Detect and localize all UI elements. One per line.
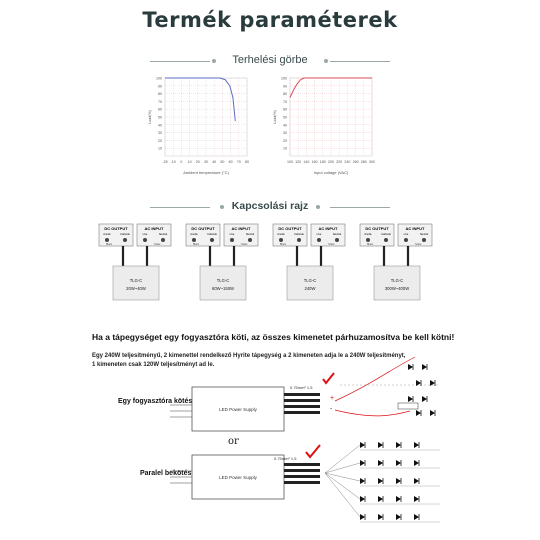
live-label: Live: [316, 233, 322, 236]
x-tick-label: 280: [360, 160, 367, 164]
module-name: TLG-C: [129, 278, 143, 283]
led-icon: [396, 514, 401, 520]
y-tick-label: 30: [158, 131, 162, 136]
dc-lead: [284, 475, 320, 478]
led-icon: [408, 364, 413, 370]
terminal-screw: [210, 238, 214, 242]
anode-label: Anode: [103, 233, 111, 236]
led-icon: [416, 410, 421, 416]
dc-output-label: DC OUTPUT: [365, 226, 389, 231]
terminal-screw: [230, 238, 234, 242]
y-tick-label: 80: [283, 92, 287, 97]
x-tick-label: 70: [236, 160, 241, 164]
x-tick-label: 120: [295, 160, 302, 164]
parallel-heading: Ha a tápegységet egy fogyasztóra köti, az összes kimenetet párhuzamosítva be kell kötni!: [92, 332, 455, 342]
wire-color-label: Black: [280, 243, 286, 246]
wire-color-label: Yellow: [414, 243, 422, 246]
led-icon: [396, 442, 401, 448]
wiring-module: [99, 224, 171, 300]
parallel-note-2: 1 kimeneten csak 120W teljesítményt ad le.: [92, 362, 215, 368]
y-tick-label: 20: [158, 138, 162, 143]
divider-dot: [316, 205, 320, 209]
upper-led-string: [398, 364, 435, 416]
x-tick-label: 260: [352, 160, 359, 164]
label-single-load: Egy fogyasztóra kötés: [118, 398, 193, 405]
dc-output-label: DC OUTPUT: [104, 226, 128, 231]
string-wire: [325, 445, 360, 473]
anode-label: Anode: [277, 233, 285, 236]
dc-lead: [284, 405, 320, 408]
led-icon: [414, 514, 419, 520]
cathode-label: Cathode: [381, 233, 391, 236]
or-text: or: [228, 436, 239, 447]
led-icon: [360, 514, 365, 520]
dc-lead: [284, 393, 320, 396]
led-icon: [414, 460, 419, 466]
connector-block: [398, 403, 418, 409]
terminal-screw: [123, 238, 127, 242]
y-tick-label: 80: [158, 92, 162, 97]
x-tick-label: 20: [195, 160, 200, 164]
dc-output-label: DC OUTPUT: [278, 226, 302, 231]
y-tick-label: 100: [281, 76, 287, 81]
x-tick-label: 60: [228, 160, 233, 164]
neutral-label: Neutral: [332, 233, 342, 236]
divider: [330, 207, 390, 208]
led-icon: [430, 410, 435, 416]
y-tick-label: 60: [158, 107, 162, 112]
divider-dot: [324, 59, 328, 63]
x-tick-label: 140: [303, 160, 310, 164]
cathode-label: Cathode: [294, 233, 304, 236]
plus-sign: +: [330, 395, 335, 402]
x-tick-label: 10: [187, 160, 192, 164]
module-name: TLG-C: [216, 278, 230, 283]
wiring-module: [186, 224, 258, 300]
divider: [150, 207, 210, 208]
led-icon: [422, 396, 427, 402]
y-axis-label: Load(%): [148, 110, 152, 124]
ac-input-label: AC INPUT: [318, 226, 338, 231]
derating-heading: Terhelési görbe: [232, 54, 308, 66]
y-axis-label: Load(%): [273, 110, 277, 124]
dc-lead: [284, 411, 320, 414]
terminal-screw: [192, 238, 196, 242]
derating-charts: [140, 70, 410, 185]
chart-input-voltage: [273, 77, 375, 176]
wire-color-label: Black: [106, 243, 112, 246]
wiring-diagrams: [95, 220, 445, 320]
led-icon: [396, 478, 401, 484]
neutral-label: Neutral: [158, 233, 168, 236]
dc-lead: [284, 463, 320, 466]
wire-color-label: Yellow: [327, 243, 335, 246]
x-tick-label: 50: [220, 160, 225, 164]
x-tick-label: 0: [180, 160, 183, 164]
x-axis-label: Ambient temperature (°C): [183, 170, 229, 175]
led-icon: [408, 396, 413, 402]
y-tick-label: 50: [283, 115, 287, 120]
led-icon: [360, 496, 365, 502]
anode-label: Anode: [190, 233, 198, 236]
x-tick-label: -25: [162, 160, 168, 164]
led-icon: [422, 364, 427, 370]
terminal-screw: [161, 238, 165, 242]
check-icon: [306, 445, 320, 457]
wire-tag: 0.75mm² 1.5: [290, 385, 313, 390]
ac-input-label: AC INPUT: [231, 226, 251, 231]
parallel-diagrams: [140, 345, 450, 535]
check-icon: [323, 373, 334, 383]
module-range: 60W~150W: [212, 286, 234, 291]
wiring-heading: Kapcsolási rajz: [231, 200, 309, 212]
led-icon: [396, 496, 401, 502]
x-tick-label: 180: [319, 160, 326, 164]
led-icon: [378, 514, 383, 520]
label-parallel: Paralel bekötés: [140, 470, 192, 477]
dc-lead: [284, 399, 320, 402]
led-icon: [396, 460, 401, 466]
positive-wire: [335, 357, 415, 401]
led-icon: [360, 460, 365, 466]
driver-box: [287, 266, 333, 300]
driver-box: [200, 266, 246, 300]
wiring-heading-row: [0, 200, 540, 212]
terminal-screw: [404, 238, 408, 242]
y-tick-label: 40: [158, 123, 162, 128]
live-label: Live: [229, 233, 235, 236]
terminal-screw: [105, 238, 109, 242]
divider-dot: [220, 205, 224, 209]
x-tick-label: 80: [245, 160, 249, 164]
cathode-label: Cathode: [120, 233, 130, 236]
wiring-module: [360, 224, 432, 300]
ac-input-label: AC INPUT: [405, 226, 425, 231]
led-icon: [360, 478, 365, 484]
x-tick-label: 220: [336, 160, 343, 164]
x-tick-label: 100: [287, 160, 293, 164]
module-range: 20W~40W: [126, 286, 146, 291]
parallel-note-1: Egy 240W teljesítményű, 2 kimenettel rendelkező Hyrite tápegység a 2 kimeneten adja le a 240W teljesítményt,: [92, 353, 406, 359]
module-range: 240W: [304, 286, 316, 291]
y-tick-label: 100: [156, 76, 162, 81]
derating-heading-row: [0, 54, 540, 66]
wire-color-label: Yellow: [153, 243, 161, 246]
wiring-module: [273, 224, 345, 300]
terminal-screw: [297, 238, 301, 242]
terminal-screw: [384, 238, 388, 242]
y-tick-label: 70: [283, 99, 287, 104]
y-tick-label: 30: [283, 131, 287, 136]
divider: [330, 61, 390, 62]
x-tick-label: -10: [170, 160, 176, 164]
led-icon: [414, 478, 419, 484]
y-tick-label: 90: [158, 84, 162, 89]
module-name: TLG-C: [390, 278, 404, 283]
divider: [150, 61, 210, 62]
wire-color-label: Black: [193, 243, 199, 246]
y-tick-label: 60: [283, 107, 287, 112]
anode-label: Anode: [364, 233, 372, 236]
terminal-screw: [279, 238, 283, 242]
terminal-screw: [422, 238, 426, 242]
terminal-screw: [143, 238, 147, 242]
psu-label-parallel: LED Power Supply: [219, 475, 257, 480]
neutral-label: Neutral: [419, 233, 429, 236]
y-tick-label: 20: [283, 138, 287, 143]
negative-wire: [335, 410, 410, 416]
chart-temperature: [148, 77, 249, 176]
led-icon: [378, 496, 383, 502]
divider-dot: [212, 59, 216, 63]
module-range: 300W~400W: [384, 286, 410, 291]
terminal-screw: [366, 238, 370, 242]
ac-input-label: AC INPUT: [144, 226, 164, 231]
led-icon: [378, 478, 383, 484]
terminal-screw: [335, 238, 339, 242]
driver-box: [113, 266, 159, 300]
led-icon: [378, 442, 383, 448]
neutral-label: Neutral: [245, 233, 255, 236]
x-tick-label: 160: [311, 160, 318, 164]
led-icon: [414, 442, 419, 448]
x-tick-label: 200: [328, 160, 334, 164]
live-label: Live: [403, 233, 409, 236]
wire-tag: 0.75mm² 1.5: [274, 456, 297, 461]
terminal-screw: [248, 238, 252, 242]
string-wire: [325, 463, 360, 473]
terminal-screw: [317, 238, 321, 242]
y-tick-label: 70: [158, 99, 162, 104]
x-tick-label: 40: [212, 160, 217, 164]
x-axis-label: Input voltage (VAC): [313, 170, 349, 175]
x-tick-label: 30: [204, 160, 208, 164]
wire-color-label: Yellow: [240, 243, 248, 246]
y-tick-label: 40: [283, 123, 287, 128]
live-label: Live: [142, 233, 148, 236]
page-title: Termék paraméterek: [142, 8, 398, 32]
y-tick-label: 90: [283, 84, 287, 89]
module-name: TLG-C: [303, 278, 317, 283]
led-icon: [378, 460, 383, 466]
dc-output-label: DC OUTPUT: [191, 226, 215, 231]
y-tick-label: 10: [158, 146, 162, 151]
cathode-label: Cathode: [207, 233, 217, 236]
psu-label-single: LED Power Supply: [219, 407, 257, 412]
dc-lead: [284, 481, 320, 484]
x-tick-label: 240: [344, 160, 351, 164]
x-tick-label: 300: [369, 160, 375, 164]
led-icon: [360, 442, 365, 448]
led-icon: [414, 496, 419, 502]
lower-led-strings: [325, 442, 440, 522]
y-tick-label: 50: [158, 115, 162, 120]
wire-color-label: Black: [367, 243, 373, 246]
minus-sign: -: [330, 406, 333, 413]
driver-box: [374, 266, 420, 300]
y-tick-label: 10: [283, 146, 287, 151]
dc-lead: [284, 469, 320, 472]
